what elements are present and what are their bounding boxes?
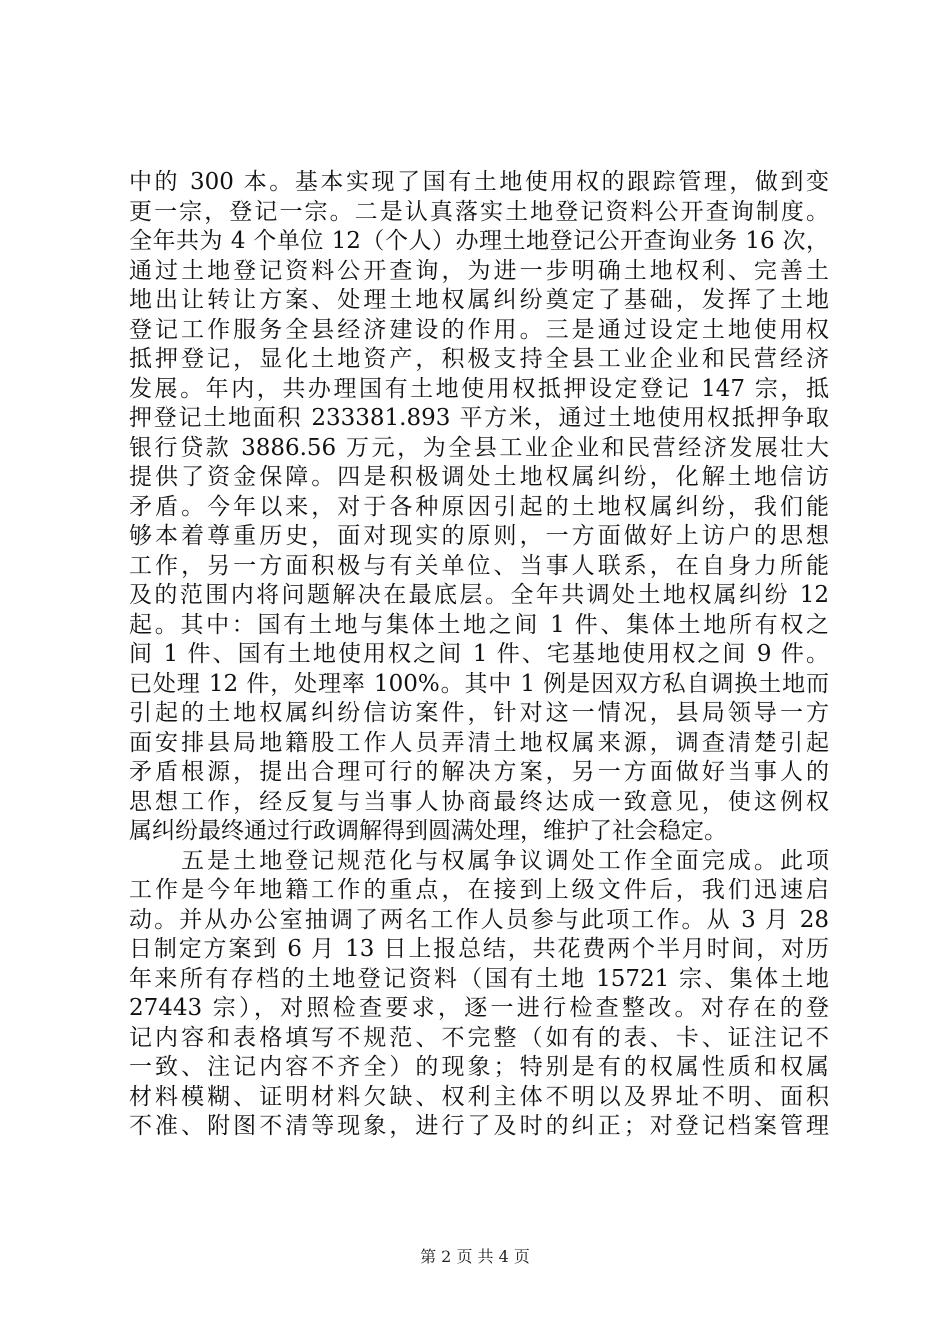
text-line: 矛盾。今年以来，对于各种原因引起的土地权属纠纷，我们能 <box>129 493 829 520</box>
text-line: 27443 宗），对照检查要求，逐一进行检查整改。对存在的登 <box>129 995 829 1021</box>
text-line: 通过土地登记资料公开查询，为进一步明确土地权利、完善土 <box>129 257 829 284</box>
text-line: 面安排县局地籍股工作人员弄清土地权属来源，调查清楚引起 <box>129 729 829 756</box>
text-line: 已处理 12 件，处理率 100%。其中 1 例是因双方私自调换土地而 <box>129 670 829 697</box>
text-line: 年来所有存档的土地登记资料（国有土地 15721 宗、集体土地 <box>129 965 829 992</box>
text-line: 押登记土地面积 233381.893 平方米，通过土地使用权抵押争取 <box>129 405 829 431</box>
text-line: 全年共为 4 个单位 12（个人）办理土地登记公开查询业务 16 次， <box>129 228 829 254</box>
text-line: 工作是今年地籍工作的重点，在接到上级文件后，我们迅速启 <box>129 877 829 903</box>
text-line: 中的 300 本。基本实现了国有土地使用权的跟踪管理，做到变 <box>129 169 829 195</box>
text-line: 起。其中：国有土地与集体土地之间 1 件、集体土地所有权之 <box>129 611 829 638</box>
text-line: 登记工作服务全县经济建设的作用。三是通过设定土地使用权 <box>129 316 829 343</box>
text-line: 记内容和表格填写不规范、不完整（如有的表、卡、证注记不 <box>129 1024 829 1051</box>
text-line: 提供了资金保障。四是积极调处土地权属纠纷，化解土地信访 <box>129 464 829 490</box>
text-line: 抵押登记，显化土地资产，积极支持全县工业企业和民营经济 <box>129 346 829 372</box>
text-line: 银行贷款 3886.56 万元，为全县工业企业和民营经济发展壮大 <box>129 434 829 461</box>
text-line: 及的范围内将问题解决在最底层。全年共调处土地权属纠纷 12 <box>129 582 829 608</box>
text-line: 间 1 件、国有土地使用权之间 1 件、宅基地使用权之间 9 件。 <box>129 641 829 667</box>
text-line: 动。并从办公室抽调了两名工作人员参与此项工作。从 3 月 28 <box>129 906 829 933</box>
body-text <box>129 168 829 1142</box>
text-line: 矛盾根源，提出合理可行的解决方案，另一方面做好当事人的 <box>129 759 829 785</box>
page-footer: 第 2 页 共 4 页 <box>420 1247 530 1266</box>
text-line: 地出让转让方案、处理土地权属纠纷奠定了基础，发挥了土地 <box>129 287 829 313</box>
text-line: 一致、注记内容不齐全）的现象；特别是有的权属性质和权属 <box>129 1054 829 1080</box>
text-line: 发展。年内，共办理国有土地使用权抵押设定登记 147 宗，抵 <box>129 375 829 402</box>
text-line: 工作，另一方面积极与有关单位、当事人联系，在自身力所能 <box>129 552 829 579</box>
text-line: 属纠纷最终通过行政调解得到圆满处理，维护了社会稳定。 <box>129 818 727 844</box>
text-line: 材料模糊、证明材料欠缺、权利主体不明以及界址不明、面积 <box>129 1083 829 1110</box>
text-line: 更一宗，登记一宗。二是认真落实土地登记资料公开查询制度。 <box>129 198 829 225</box>
text-line: 日制定方案到 6 月 13 日上报总结，共花费两个半月时间，对历 <box>129 936 829 962</box>
text-line: 不准、附图不清等现象，进行了及时的纠正；对登记档案管理 <box>129 1113 829 1139</box>
text-line: 够本着尊重历史，面对现实的原则，一方面做好上访户的思想 <box>129 523 829 549</box>
text-line: 五是土地登记规范化与权属争议调处工作全面完成。此项 <box>129 847 829 874</box>
text-line: 引起的土地权属纠纷信访案件，针对这一情况，县局领导一方 <box>129 700 829 726</box>
text-line: 思想工作，经反复与当事人协商最终达成一致意见，使这例权 <box>129 788 829 815</box>
